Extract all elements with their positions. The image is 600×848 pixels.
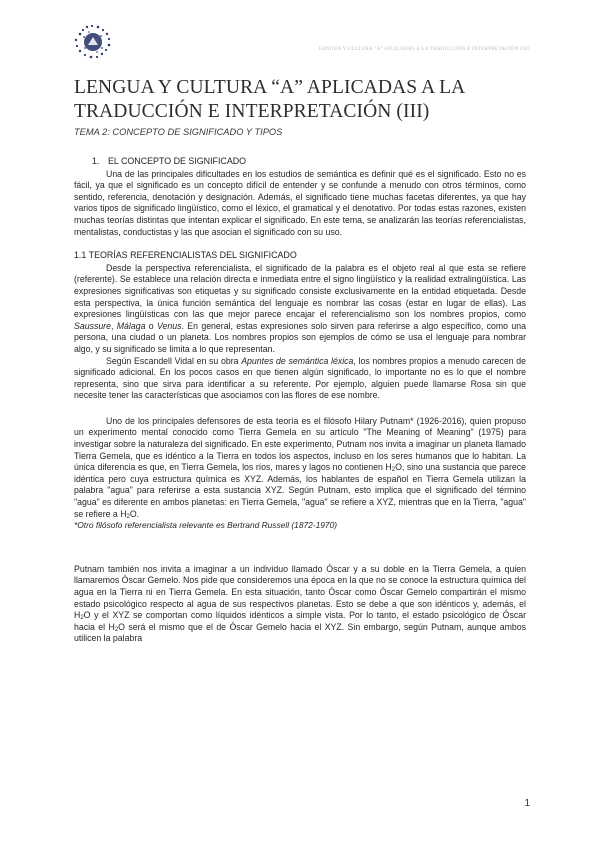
text-run: O será el mismo que el de Óscar Gemelo hacia el XYZ. Sin embargo, según Putnam, aunque ambos utilicen la palabra xyxy=(74,621,526,644)
paragraph: Una de las principales dificultades en los estudios de semántica es definir qué es el significado. Esto no es fácil, ya que el significado es un concepto difícil de entender y se confunde a menudo con otros términos, como sentido, referencia, denotación y designación. Además, el significado tiene muchas facetas diferentes, ya que hay varios tipos de significado lingüístico, como el léxico, el gramatical y el denotativo. Por todas estas razones, existen muchas teorías distintas que intentan explicar el significado. En este tema, se analizarán las teorías referencialistas, mentalistas, conductistas y las que asocian el significado con su uso. xyxy=(74,168,526,237)
text-run: Según Escandell Vidal en su obra xyxy=(106,355,239,366)
example-term: Málaga xyxy=(116,320,146,331)
page-number: 1 xyxy=(524,798,530,809)
document-title: LENGUA Y CULTURA “A” APLICADAS A LA TRADUCCIÓN E INTERPRETACIÓN (III) xyxy=(74,77,465,122)
example-term: Venus xyxy=(157,320,182,331)
section-heading xyxy=(92,156,526,168)
text-run: Putnam también nos invita a imaginar a un individuo llamado Óscar y a su doble en la Tierra Gemela, a quien llamaremos Óscar Gemelo. Nos pide que consideremos una época en la que no se conoce la estructura química del agua en la Tierra ni en Tierra Gemela. En esta situación, tanto Óscar como Óscar Gemelo compartirán el mismo estado psicológico respecto al agua de sus respectivos planetas. Esto se debe a que son idénticos y, además, el H xyxy=(74,563,526,621)
text-run: O. xyxy=(129,508,140,519)
text-run: Desde la perspectiva referencialista, el significado de la palabra es el objeto real al que esta se refiere (referente). Se establece una relación directa e inmediata entre el signo lingüístico y la realidad extralingüística. Las expresiones significativas son etiquetas y su significado consiste exclusivamente en la entidad etiquetada. Desde esta perspectiva, la única función semántica del lenguaje es nombrar las cosas (estar en lugar de ellas). Las expresiones lingüísticas con las que mejor parece encajar el referencialismo son los nombres propios, como xyxy=(74,262,526,320)
paragraph xyxy=(74,416,526,520)
subscript: 2 xyxy=(391,467,396,474)
institution-logo xyxy=(70,22,116,62)
text-run: Uno de los principales defensores de esta teoría es el filósofo Hilary Putnam* (1926-2016), quien propuso un experimento mental conocido como Tierra Gemela en su artículo "The Meaning of Meaning" (1975) para investigar sobre la naturaleza del significado. En este experimento, Putnam nos invita a imaginar un planeta llamado Tierra Gemela, que es idéntico a la Tierra en todos los aspectos, incluso en los seres humanos que lo habitan. La única diferencia es que, en Tierra Gemela, los ríos, mares y lagos no contienen H xyxy=(74,415,526,473)
subscript: 2 xyxy=(80,615,84,622)
paragraph: Desde la perspectiva referencialista, el significado de la palabra es el objeto real al que esta se refiere (referente). Se establece una relación directa e inmediata entre el signo lingüístico y la realidad extralingüística. Las expresiones significativas son etiquetas y su significado consiste exclusivamente en la entidad etiquetada. Desde esta perspectiva, la única función semántica del lenguaje es nombrar las cosas (estar en lugar de ellas). Las expresiones lingüísticas con las que mejor parece encajar el referencialismo son los nombres propios, como Saussure, Málaga o Venus. En general, estas expresiones solo sirven para referirse a algo específico, como una persona, una ciudad o un planeta. Los nombres propios son ejemplos de cómo se usa el lenguaje para nombrar algo, y su significado se limita a lo que representan. xyxy=(74,262,526,354)
paragraph xyxy=(74,564,526,645)
footnote: *Otro filósofo referencialista relevante es Bertrand Russell (1872-1970) xyxy=(74,520,338,531)
section-title: EL CONCEPTO DE SIGNIFICADO xyxy=(108,156,247,166)
text-run: O, sino una sustancia que parece idéntica pero cuya estructura química es XYZ. Además, los hablantes de español en Tierra Gemela utilizan la palabra "agua" para referirse a esta sustancia XYZ. Según Putnam, esto implica que el significado del término "agua" es diferente en ambos planetas: en Tierra Gemela, "agua" se refiere a XYZ, mientras que en la Tierra, "agua" se refiere a H xyxy=(74,462,526,519)
text-run: o xyxy=(148,320,154,331)
document-subtitle: TEMA 2: CONCEPTO DE SIGNIFICADO Y TIPOS xyxy=(74,127,283,137)
subscript: 2 xyxy=(126,513,130,520)
text-run: , los nombres propios a menudo carecen de significado adicional. En los pocos casos en que tienen algún significado, lo importante no es lo que el nombre representa, sino que sirva para identificar a su referente. Por ejemplo, alguien puede llamarse Rosa sin que necesite tener las características que asociamos con las flores de ese nombre. xyxy=(74,355,526,401)
example-term: Saussure xyxy=(74,320,111,331)
subscript: 2 xyxy=(114,626,119,633)
running-header: LENGUA Y CULTURA "A" APLICADAS A LA TRADUCCIÓN E INTERPRETACIÓN (III) xyxy=(319,47,530,52)
section-number: 1. xyxy=(92,156,100,166)
book-title: Apuntes de semántica léxica xyxy=(241,355,354,366)
document-body xyxy=(74,156,526,645)
paragraph xyxy=(74,356,526,402)
text-run: . En general, estas expresiones solo sirven para referirse a algo específico, como una persona, una ciudad o un planeta. Los nombres propios son ejemplos de cómo se usa el lenguaje para nombrar algo, y su significado se limita a lo que representan. xyxy=(74,320,526,354)
text-run: O y el XYZ se comportan como líquidos idénticos a simple vista. Por lo tanto, el estado psicológico de Óscar hacia el H xyxy=(74,610,526,632)
subsection-heading: 1.1 TEORÍAS REFERENCIALISTAS DEL SIGNIFICADO xyxy=(74,250,297,261)
